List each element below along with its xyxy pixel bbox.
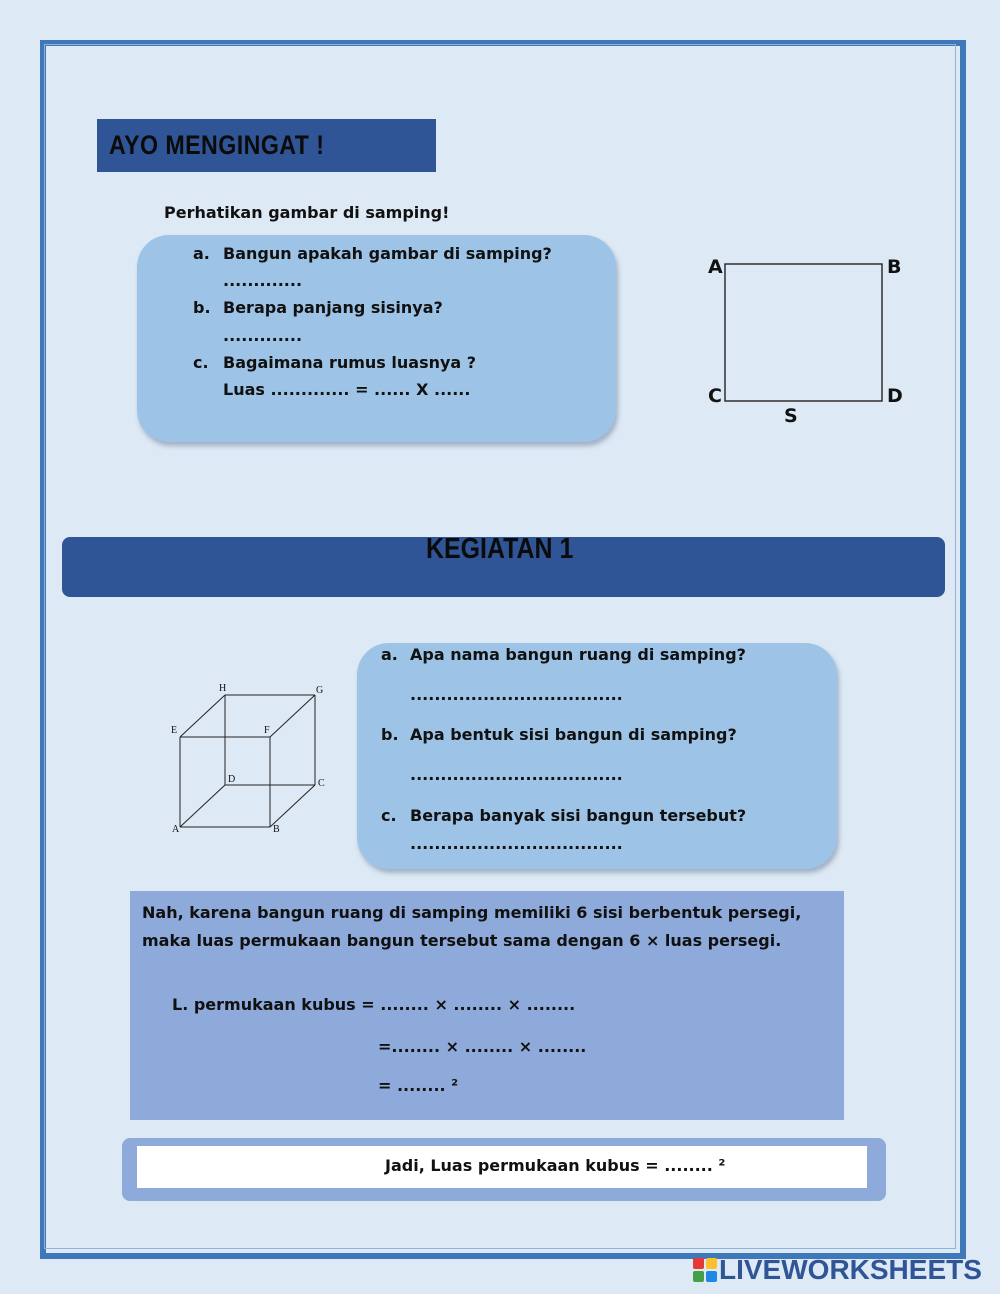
answer-blank[interactable]: ............. [223,326,303,345]
cube-label-e: E [171,725,178,736]
cube-label-c: C [318,778,325,789]
question-bubble-1 [137,235,616,442]
logo-icon [693,1258,717,1282]
cube-label-d: D [228,774,236,785]
question-text: Bangun apakah gambar di samping? [223,244,552,263]
square-label-a: A [708,256,723,278]
question-text: Apa bentuk sisi bangun di samping? [410,725,737,744]
square-label-d: D [887,385,903,407]
cube-edge [180,785,225,827]
cube-edge [270,785,315,827]
question-text: Apa nama bangun ruang di samping? [410,645,746,664]
cube-diagram [160,680,340,850]
answer-blank[interactable]: ................................... [410,685,623,704]
question-marker: a. [193,244,210,263]
answer-blank[interactable]: ............. [223,271,303,290]
answer-blank[interactable]: ................................... [410,765,623,784]
question-text: Bagaimana rumus luasnya ? [223,353,477,372]
ayo-mengingat-banner [97,119,436,172]
explanation-text: Nah, karena bangun ruang di samping memiliki 6 sisi berbentuk persegi, maka luas permukaan bangun tersebut sama dengan 6 × luas persegi. [142,903,802,950]
question-marker: c. [193,353,209,372]
logo-text: LIVEWORKSHEETS [719,1254,982,1285]
ayo-mengingat-title: AYO MENGINGAT ! [109,130,325,160]
question-marker: b. [381,725,399,744]
question-marker: b. [193,298,211,317]
formula-line-2[interactable]: =........ × ........ × ........ [378,1037,587,1056]
square-label-s: S [784,405,798,427]
cube-label-f: F [264,725,270,736]
luas-formula-blank[interactable]: Luas ............. = ...... X ...... [223,380,471,399]
conclusion-text[interactable]: Jadi, Luas permukaan kubus = ........ ² [385,1156,726,1175]
cube-label-a: A [172,824,180,835]
answer-blank[interactable]: ................................... [410,834,623,853]
question-text: Berapa banyak sisi bangun tersebut? [410,806,747,825]
question-marker: c. [381,806,397,825]
square-label-c: C [708,385,722,407]
cube-edge [180,695,225,737]
square-shape [725,264,882,401]
intro-instruction: Perhatikan gambar di samping! [164,203,450,222]
liveworksheets-logo[interactable] [693,1255,982,1285]
cube-label-g: G [316,685,324,696]
question-marker: a. [381,645,398,664]
cube-label-b: B [273,824,280,835]
cube-label-h: H [219,683,227,694]
cube-edge [270,695,315,737]
formula-line-1[interactable]: L. permukaan kubus = ........ × ........ × ........ [172,995,576,1014]
question-text: Berapa panjang sisinya? [223,298,443,317]
kegiatan-title: KEGIATAN 1 [426,533,574,565]
kegiatan-title-wrap [0,533,1000,566]
square-label-b: B [887,256,902,278]
formula-line-3[interactable]: = ........ ² [378,1076,459,1095]
